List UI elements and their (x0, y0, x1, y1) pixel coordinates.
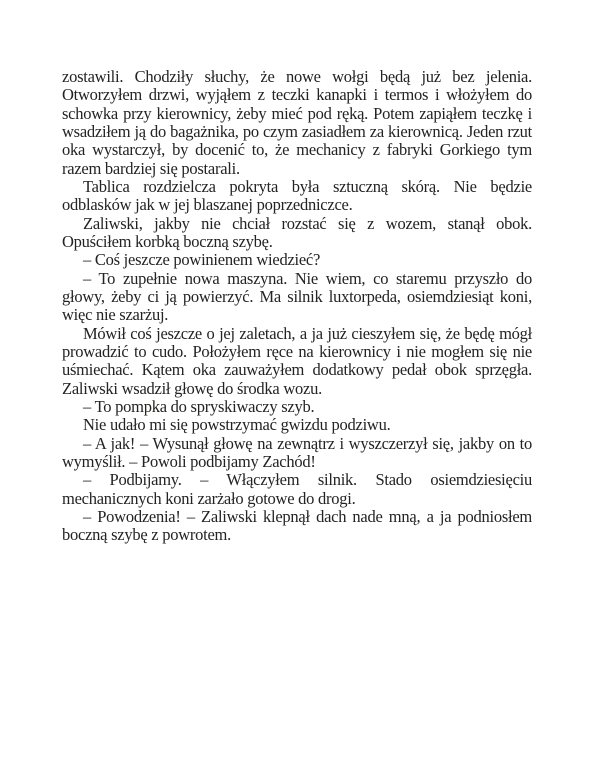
dialogue-paragraph: – To zupełnie nowa maszyna. Nie wiem, co staremu przyszło do głowy, żeby ci ją powierzyć. Ma silnik luxtorpeda, osiemdziesiąt koni, więc nie szarżuj. (62, 268, 532, 325)
dialogue-paragraph: – Coś jeszcze powinienem wiedzieć? (83, 250, 321, 270)
page-text (62, 68, 532, 545)
dialogue-paragraph: – To pompka do spryskiwaczy szyb. (83, 396, 315, 416)
paragraph: Mówił coś jeszcze o jej zaletach, a ja już cieszyłem się, że będę mógł prowadzić to cudo. Położyłem ręce na kierownicy i nie mogłem się nie uśmiechać. Kątem oka zauważyłem dodatkowy pedał obok sprzęgła. Zaliwski wsadził głowę do środka wozu. (62, 323, 532, 398)
dialogue-paragraph: – Powodzenia! – Zaliwski klepnął dach nade mną, a ja podniosłem boczną szybę z powrotem. (62, 506, 532, 545)
dialogue-paragraph: – Podbijamy. – Włączyłem silnik. Stado osiemdziesięciu mechanicznych koni zarżało gotowe do drogi. (62, 470, 532, 508)
paragraph: zostawili. Chodziły słuchy, że nowe wołgi będą już bez jelenia. Otworzyłem drzwi, wyjąłem z teczki kanapki i termos i włożyłem do schowka przy kierownicy, żeby mieć pod ręką. Potem zapiąłem teczkę i wsadziłem ją do bagażnika, po czym zasiadłem za kierownicą. Jeden rzut oka wystarczył, by docenić to, że mechanicy z fabryki Gorkiego tym razem bardziej się postarali. (62, 67, 532, 178)
paragraph: Nie udało mi się powstrzymać gwizdu podziwu. (83, 415, 391, 435)
dialogue-paragraph: – A jak! – Wysunął głowę na zewnątrz i wyszczerzył się, jakby on to wymyślił. – Powoli podbijamy Zachód! (62, 433, 532, 471)
paragraph: Zaliwski, jakby nie chciał rozstać się z wozem, stanął obok. Opuściłem korbką boczną szybę. (62, 213, 532, 251)
paragraph: Tablica rozdzielcza pokryta była sztuczną skórą. Nie będzie odblasków jak w jej blaszanej poprzedniczce. (62, 176, 532, 215)
